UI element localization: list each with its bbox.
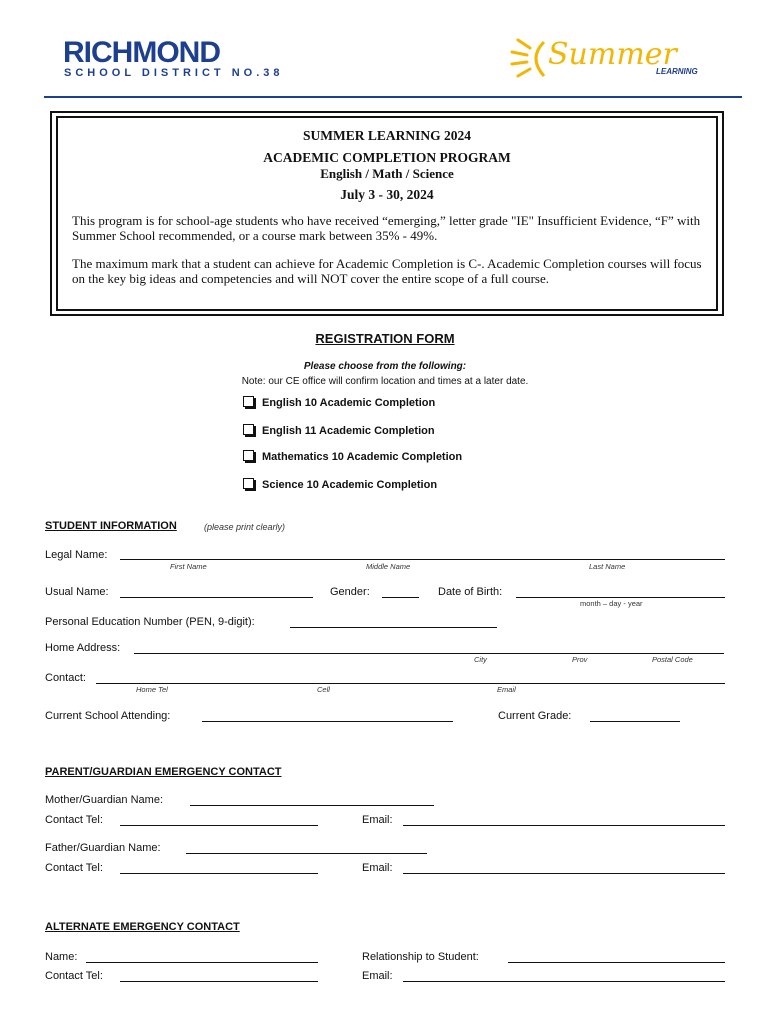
alt-email-field[interactable] [403,981,725,982]
father-name-field[interactable] [186,853,427,854]
choose-instruction: Please choose from the following: [303,361,467,372]
current-grade-field[interactable] [590,721,680,722]
cell-hint: Cell [317,685,330,694]
alt-contact-tel-label: Contact Tel: [45,970,103,982]
usual-name-field[interactable] [120,597,313,598]
dob-field[interactable] [516,597,725,598]
current-grade-label: Current Grade: [498,710,572,722]
mother-name-field[interactable] [190,805,434,806]
checkbox[interactable] [243,450,254,461]
alternate-contact-heading: ALTERNATE EMERGENCY CONTACT [45,921,240,933]
pen-label: Personal Education Number (PEN, 9-digit): [45,616,255,628]
relationship-field[interactable] [508,962,725,963]
email-label-2: Email: [362,862,393,874]
contact-tel-field-2[interactable] [120,873,318,874]
dob-label: Date of Birth: [438,586,503,598]
course-label: Mathematics 10 Academic Completion [262,451,463,463]
student-info-note: (please print clearly) [204,522,286,532]
alt-email-label: Email: [362,970,393,982]
header-divider [44,96,742,98]
home-address-label: Home Address: [45,642,121,654]
legal-name-field[interactable] [120,559,725,560]
contact-tel-label-2: Contact Tel: [45,862,103,874]
current-school-field[interactable] [202,721,453,722]
email-field-2[interactable] [403,873,725,874]
program-eligibility: This program is for school-age students who have received “emerging,” letter grade "IE" Insufficient Evidence, “F” with Summer School recommended, or a course mark between 35% - 49%. [72,213,701,243]
email-field[interactable] [403,825,725,826]
program-dates: July 3 - 30, 2024 [340,187,434,202]
postal-code-hint: Postal Code [652,655,693,664]
dob-format-hint: month – day - year [580,599,643,608]
program-subjects: English / Math / Science [320,166,454,181]
program-logo-subtitle: LEARNING [656,67,698,76]
checkbox[interactable] [243,396,254,407]
city-hint: City [474,655,487,664]
parent-contact-heading: PARENT/GUARDIAN EMERGENCY CONTACT [45,766,282,778]
alt-name-label: Name: [45,951,78,963]
checkbox[interactable] [243,424,254,435]
relationship-label: Relationship to Student: [362,951,479,963]
gender-label: Gender: [330,586,370,598]
sun-rays-icon [510,36,552,80]
current-school-label: Current School Attending: [45,710,171,722]
father-name-label: Father/Guardian Name: [45,842,161,854]
first-name-hint: First Name [170,562,207,571]
email-hint: Email [497,685,516,694]
program-name: ACADEMIC COMPLETION PROGRAM [263,150,511,165]
contact-tel-label: Contact Tel: [45,814,103,826]
home-address-field[interactable] [134,653,724,654]
location-note: Note: our CE office will confirm location and times at a later date. [241,376,529,387]
mother-name-label: Mother/Guardian Name: [45,794,163,806]
course-option-english-11[interactable] [243,424,435,437]
contact-field[interactable] [96,683,725,684]
student-info-heading: STUDENT INFORMATION [45,520,177,532]
course-label: Science 10 Academic Completion [262,479,438,491]
checkbox[interactable] [243,478,254,489]
last-name-hint: Last Name [589,562,626,571]
alt-name-field[interactable] [86,962,318,963]
program-max-mark: The maximum mark that a student can achieve for Academic Completion is C-. Academic Completion courses will focus on the key big ideas and competencies and will NOT cover the entire scope of a full course. [72,256,702,286]
registration-title: REGISTRATION FORM [315,331,455,346]
course-option-english-10[interactable] [243,396,435,409]
course-label: English 11 Academic Completion [262,425,435,437]
home-tel-hint: Home Tel [136,685,168,694]
course-option-science-10[interactable] [243,478,437,491]
gender-field[interactable] [382,597,419,598]
email-label: Email: [362,814,393,826]
district-logo: RICHMOND [63,36,220,69]
prov-hint: Prov [572,655,588,664]
program-title: SUMMER LEARNING 2024 [302,128,471,143]
district-logo-subtitle: SCHOOL DISTRICT NO.38 [64,67,284,79]
course-option-math-10[interactable] [243,450,462,463]
alt-contact-tel-field[interactable] [120,981,318,982]
program-logo: Summer [548,37,677,72]
contact-label: Contact: [45,672,86,684]
pen-field[interactable] [290,627,497,628]
legal-name-label: Legal Name: [45,549,108,561]
course-label: English 10 Academic Completion [262,397,436,409]
middle-name-hint: Middle Name [366,562,411,571]
usual-name-label: Usual Name: [45,586,109,598]
contact-tel-field[interactable] [120,825,318,826]
